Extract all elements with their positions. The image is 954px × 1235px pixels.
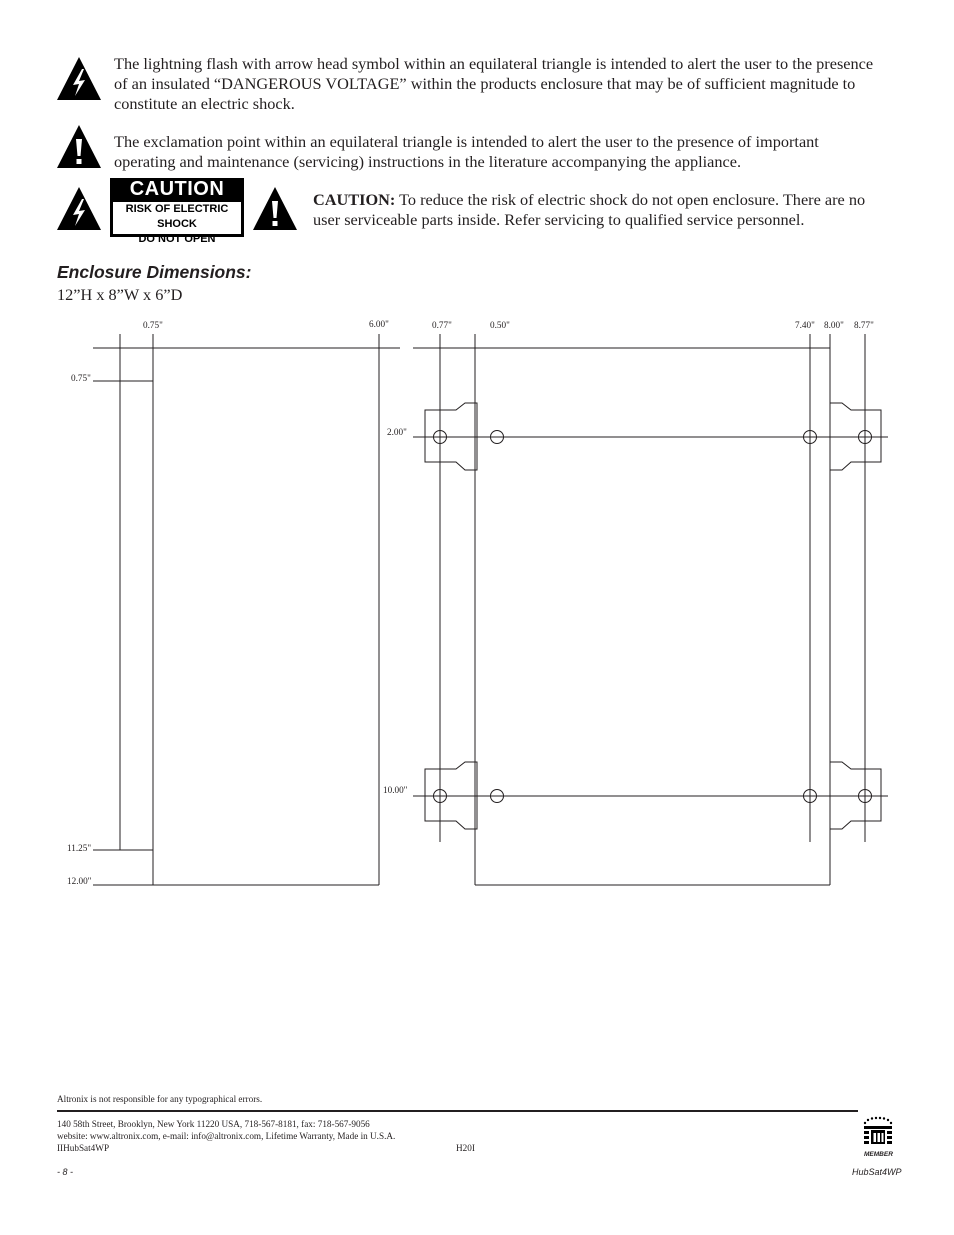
product-name: HubSat4WP — [852, 1167, 902, 1177]
dim-label: 11.25" — [67, 843, 92, 853]
footer-website: website: www.altronix.com, e-mail: info@altronix.com, Lifetime Warranty, Made in U.S.A. — [57, 1131, 396, 1141]
footer-doc-id: IIHubSat4WP — [57, 1143, 110, 1153]
enclosure-heading: Enclosure Dimensions: — [57, 262, 252, 282]
dim-label: 0.77" — [432, 320, 452, 330]
enclosure-dimensions: 12”H x 8”W x 6”D — [57, 285, 183, 304]
dim-label: 12.00" — [67, 876, 92, 886]
caution-sign-line2: DO NOT OPEN — [138, 233, 216, 245]
member-label: MEMBER — [864, 1151, 893, 1158]
page-number: - 8 - — [57, 1167, 74, 1177]
caution-label: CAUTION: — [313, 190, 396, 209]
footer-address: 140 58th Street, Brooklyn, New York 11220 USA, 718-567-8181, fax: 718-567-9056 — [57, 1119, 370, 1129]
exclamation-warning-text: The exclamation point within an equilateral triangle is intended to alert the user to the presence of important operating and maintenance (servicing) instructions in the literature accompanying the appliance. — [114, 132, 819, 171]
caution-sign-line1: RISK OF ELECTRIC SHOCK — [125, 203, 229, 230]
dim-label: 10.00" — [383, 785, 408, 795]
caution-body: To reduce the risk of electric shock do not open enclosure. There are no user serviceable parts inside. Refer servicing to qualified service personnel. — [313, 190, 866, 229]
disclaimer: Altronix is not responsible for any typographical errors. — [57, 1094, 263, 1104]
lightning-warning-text: The lightning flash with arrow head symbol within an equilateral triangle is intended to alert the user to the presence of an insulated “DANGEROUS VOLTAGE” within the products enclosure that may be of sufficient magnitude to constitute an electric shock. — [114, 54, 874, 113]
footer-rev: H20I — [456, 1143, 475, 1153]
dim-label: 6.00" — [369, 319, 389, 329]
dim-label: 7.40" — [795, 320, 815, 330]
member-logo-icon — [860, 1116, 896, 1150]
dim-label: 0.50" — [490, 320, 510, 330]
dim-label: 8.00" — [824, 320, 844, 330]
dim-label: 0.75" — [71, 373, 91, 383]
dim-label: 8.77" — [854, 320, 874, 330]
dim-label: 0.75" — [143, 320, 163, 330]
caution-sign-title: CAUTION — [129, 178, 225, 200]
dim-label: 2.00" — [387, 427, 407, 437]
footer-rule — [57, 1110, 858, 1112]
